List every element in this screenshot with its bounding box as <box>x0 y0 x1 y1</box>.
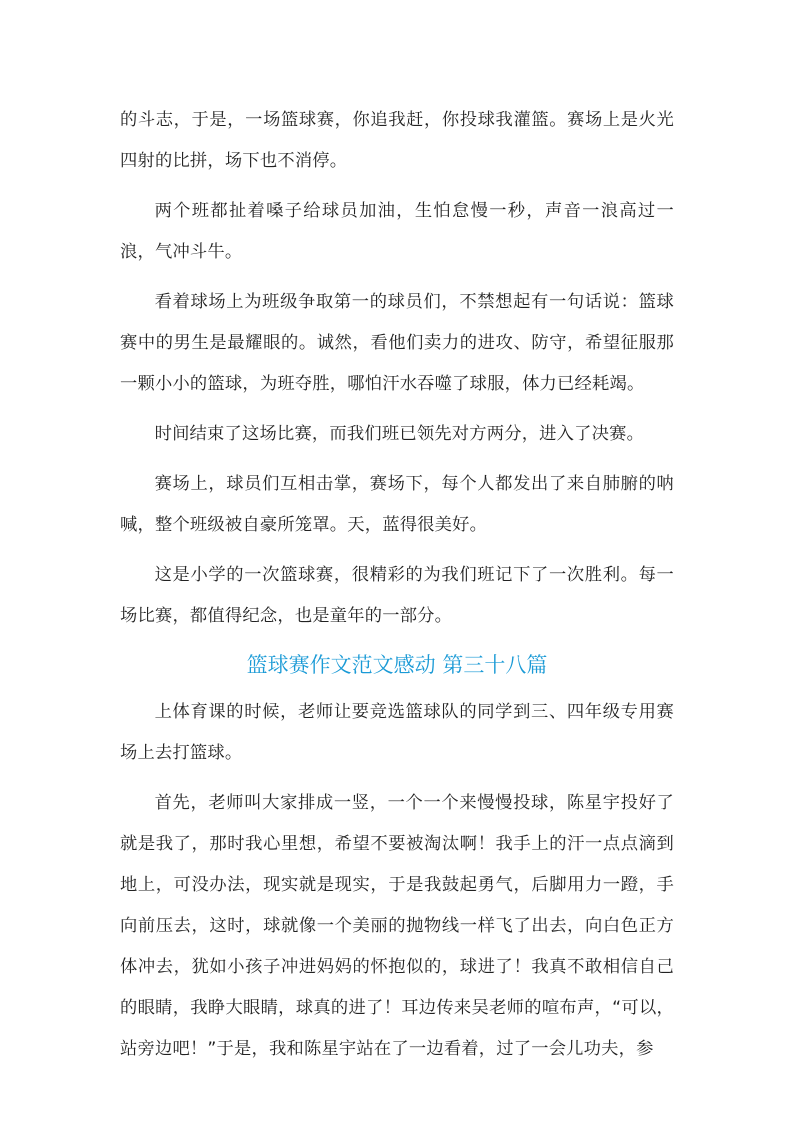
paragraph: 两个班都扯着嗓子给球员加油，生怕怠慢一秒，声音一浪高过一浪，气冲斗牛。 <box>120 201 674 262</box>
article-body <box>120 100 674 1079</box>
paragraph: 赛场上，球员们互相击掌，赛场下，每个人都发出了来自肺腑的呐喊，整个班级被自豪所笼罩。天，蓝得很美好。 <box>120 474 674 535</box>
paragraph: 这是小学的一次篮球赛，很精彩的为我们班记下了一次胜利。每一场比赛，都值得纪念，也是童年的一部分。 <box>120 565 674 626</box>
paragraph: 时间结束了这场比赛，而我们班已领先对方两分，进入了决赛。 <box>154 424 645 444</box>
paragraph: 的斗志，于是，一场篮球赛，你追我赶，你投球我灌篮。赛场上是火光四射的比拼，场下也不消停。 <box>120 110 674 171</box>
paragraph: 上体育课的时候，老师让要竞选篮球队的同学到三、四年级专用赛场上去打篮球。 <box>120 702 674 763</box>
paragraph: 首先，老师叫大家排成一竖，一个一个来慢慢投球，陈星宇投好了就是我了，那时我心里想，希望不要被淘汰啊！我手上的汗一点点滴到地上，可没办法，现实就是现实，于是我鼓起勇气，后脚用力一蹬，手向前压去，这时，球就像一个美丽的抛物线一样飞了出去，向白色正方体冲去，犹如小孩子冲进妈妈的怀抱似的，球进了！我真不敢相信自己的眼睛，我睁大眼睛，球真的进了！耳边传来吴老师的喧布声，“可以，站旁边吧！”于是，我和陈星宇站在了一边看着，过了一会儿功夫，参 <box>120 793 674 1059</box>
section-heading: 篮球赛作文范文感动 第三十八篇 <box>246 653 548 677</box>
paragraph: 看着球场上为班级争取第一的球员们，不禁想起有一句话说：篮球赛中的男生是最耀眼的。诚然，看他们卖力的进攻、防守，希望征服那一颗小小的篮球，为班夺胜，哪怕汗水吞噬了球服，体力已经耗竭。 <box>120 292 674 394</box>
